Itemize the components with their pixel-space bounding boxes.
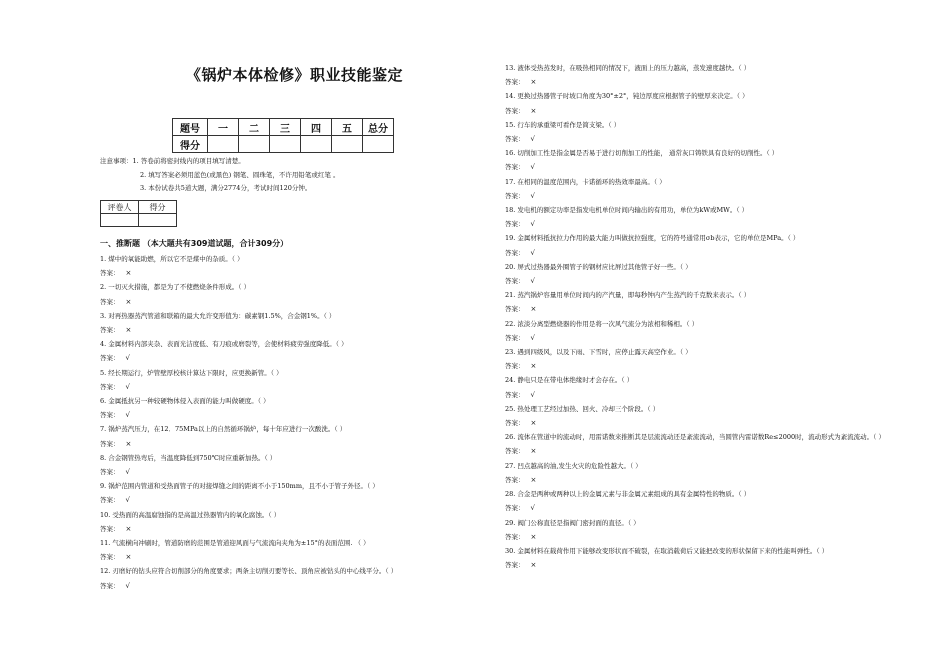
question-text: 5. 经长期运行，炉管壁厚校核计算达下限时，应更换新管。（ ） <box>100 368 283 377</box>
answer-label: 答案： <box>505 532 525 541</box>
answer-line <box>505 160 905 174</box>
score-cell <box>363 136 394 153</box>
exam-title: 《锅炉本体检修》职业技能鉴定 <box>186 66 404 84</box>
cross-mark-icon: × <box>125 553 132 562</box>
answer-line <box>505 444 905 458</box>
question-text: 15. 行车的承重梁可看作是简支梁。（ ） <box>505 120 621 129</box>
question-text: 10. 受热面的高温腐蚀指的是高温过热器管内的氧化腐蚀。（ ） <box>100 510 281 519</box>
question-text: 3. 对再热器蒸汽管道和联箱的最大允许变形值为：碳素钢1.5%，合金钢1%。（ ） <box>100 311 336 320</box>
answer-label: 答案： <box>505 106 525 115</box>
cross-mark-icon: × <box>530 78 537 87</box>
question-text: 11. 气流横向冲刷时，管道防磨的范围是管道迎风面与气流流向夹角为±15°的表面范围. （ ） <box>100 539 370 548</box>
check-mark-icon: √ <box>530 390 535 399</box>
check-mark-icon: √ <box>125 468 130 477</box>
answer-label: 答案： <box>505 561 525 570</box>
reviewer-blank-cell <box>139 214 177 227</box>
question-text: 8. 合金钢管热弯后，当温度降低到750℃时应重新加热。（ ） <box>100 453 277 462</box>
check-mark-icon: √ <box>530 277 535 286</box>
question-text: 6. 金属抵抗另一种较硬物体侵入表面的能力叫做硬度。（ ） <box>100 397 270 406</box>
question-text: 24. 静电只是在带电体绝缘时才会存在。（ ） <box>505 376 634 385</box>
answer-line <box>505 331 905 345</box>
cross-mark-icon: × <box>125 297 132 306</box>
score-header-cell: 二 <box>239 119 270 136</box>
answer-label: 答案： <box>100 496 120 505</box>
score-header-cell: 总分 <box>363 119 394 136</box>
question-text: 19. 金属材料抵抗拉力作用的最大能力叫做抗拉强度，它的符号通常用σb表示，它的单位是MPa。（ ） <box>505 234 800 243</box>
answer-label: 答案： <box>505 220 525 229</box>
answer-line <box>100 437 480 451</box>
answer-label: 答案： <box>100 382 120 391</box>
answer-label: 答案： <box>505 135 525 144</box>
score-table <box>172 118 394 153</box>
cross-mark-icon: × <box>530 475 537 484</box>
answer-line <box>100 522 480 536</box>
cross-mark-icon: × <box>530 419 537 428</box>
reviewer-table-header-row <box>101 201 177 214</box>
question-text: 7. 锅炉蒸汽压力，在12．75MPa以上的自然循环锅炉，每十年应进行一次酸洗。（ ） <box>100 425 347 434</box>
answer-line <box>505 416 905 430</box>
answer-line <box>505 75 905 89</box>
answer-label: 答案： <box>100 269 120 278</box>
answer-line <box>505 530 905 544</box>
question-text: 29. 阀门公称直径是指阀门密封面的直径。（ ） <box>505 518 640 527</box>
question-text: 12. 刃磨好的钻头应符合切削部分的角度要求；两条主切削刃要等长、顶角应被钻头的中心线平分。（ ） <box>100 567 398 576</box>
question-text: 22. 浓淡分离型燃烧器的作用是将一次风气流分为浓相和稀相。（ ） <box>505 319 699 328</box>
cross-mark-icon: × <box>125 326 132 335</box>
question-text: 21. 蒸汽锅炉容量用单位时间内的产汽量，即每秒钟内产生蒸汽的千克数来表示。（ ） <box>505 291 751 300</box>
check-mark-icon: √ <box>530 191 535 200</box>
answer-line <box>100 266 480 280</box>
answer-label: 答案： <box>505 163 525 172</box>
score-cell <box>239 136 270 153</box>
answer-line <box>505 217 905 231</box>
answer-label: 答案： <box>100 354 120 363</box>
cross-mark-icon: × <box>125 269 132 278</box>
answer-label: 答案： <box>505 78 525 87</box>
cross-mark-icon: × <box>530 561 537 570</box>
answer-label: 答案： <box>505 390 525 399</box>
check-mark-icon: √ <box>530 248 535 257</box>
question-list-left <box>100 252 480 593</box>
score-cell <box>270 136 301 153</box>
answer-label: 答案： <box>505 475 525 484</box>
answer-line <box>505 274 905 288</box>
note-line: 3. 本份试卷共5道大题，满分2774分，考试时间120分钟。 <box>140 184 312 192</box>
answer-label: 答案： <box>100 297 120 306</box>
answer-label: 答案： <box>505 248 525 257</box>
answer-label: 答案： <box>100 439 120 448</box>
answer-label: 答案： <box>505 447 525 456</box>
question-text: 27. 凹点越高的油,发生火灾的危险性越大。（ ） <box>505 461 642 470</box>
question-text: 23. 遇到四级风，以及下雨、下雪时，应停止露天高空作业。（ ） <box>505 348 692 357</box>
question-text: 1. 煤中的氧能助燃，所以它不是煤中的杂质。（ ） <box>100 255 244 263</box>
reviewer-table <box>100 200 177 227</box>
answer-label: 答案： <box>100 553 120 562</box>
cross-mark-icon: × <box>530 305 537 314</box>
note-line: 注意事项：1. 答卷前将密封线内的项目填写清楚。 <box>100 157 245 165</box>
answer-line <box>100 323 480 337</box>
question-text: 14. 更换过热器管子时坡口角度为30°±2°，钝边厚度应根据管子的壁厚来决定。（ ） <box>505 92 749 101</box>
answer-label: 答案： <box>100 411 120 420</box>
answer-label: 答案： <box>100 326 120 335</box>
score-header-cell: 一 <box>208 119 239 136</box>
answer-label: 答案： <box>505 277 525 286</box>
answer-line <box>505 132 905 146</box>
answer-label: 答案： <box>100 468 120 477</box>
question-text: 4. 金属材料内部夹杂、表面光洁度低、有刀痕或磨裂等，会使材料疲劳强度降低。（ ） <box>100 340 348 349</box>
question-text: 18. 发电机的额定功率是指发电机单位时间内输出的有用功，单位为kW或MW。（ ） <box>505 206 749 215</box>
answer-line <box>505 388 905 402</box>
answer-label: 答案： <box>505 362 525 371</box>
score-header-cell: 三 <box>270 119 301 136</box>
question-text: 13. 液体受热蒸发时，在吸热相同的情况下，液面上的压力越高，蒸发速度越快。（ ） <box>505 64 751 72</box>
answer-line <box>100 550 480 564</box>
score-row-label: 得分 <box>173 136 208 153</box>
score-cell <box>208 136 239 153</box>
check-mark-icon: √ <box>125 411 130 420</box>
answer-label: 答案： <box>505 419 525 428</box>
score-cell <box>301 136 332 153</box>
score-table-score-row <box>173 136 394 153</box>
reviewer-cell: 评卷人 <box>101 201 139 214</box>
answer-label: 答案： <box>505 305 525 314</box>
question-text: 16. 切削加工性是指金属是否易于进行切削加工的性能， 通常灰口铸铁具有良好的切削性。（ ） <box>505 149 779 158</box>
check-mark-icon: √ <box>125 354 130 363</box>
check-mark-icon: √ <box>530 504 535 513</box>
check-mark-icon: √ <box>125 382 130 391</box>
question-text: 28. 合金是两种或两种以上的金属元素与非金属元素组成的具有金属特性的物质。（ ） <box>505 490 751 499</box>
answer-line <box>100 493 480 507</box>
question-text: 25. 热处理工艺经过加热、回火、冷却三个阶段。（ ） <box>505 404 660 413</box>
question-text: 2. 一切灭火措施，都是为了不使燃烧条件形成。（ ） <box>100 283 251 292</box>
answer-line <box>100 408 480 422</box>
check-mark-icon: √ <box>530 163 535 172</box>
answer-line <box>505 302 905 316</box>
question-list-right <box>505 61 905 572</box>
exam-notes <box>100 155 339 196</box>
score-header-cell: 题号 <box>173 119 208 136</box>
check-mark-icon: √ <box>530 333 535 342</box>
section-title: 一、推断题 （本大题共有309道试题，合计309分） <box>100 239 289 248</box>
check-mark-icon: √ <box>530 135 535 144</box>
score-table-header-row <box>173 119 394 136</box>
cross-mark-icon: × <box>530 532 537 541</box>
answer-line <box>505 189 905 203</box>
score-cell <box>332 136 363 153</box>
reviewer-score-cell: 得分 <box>139 201 177 214</box>
answer-line <box>100 351 480 365</box>
cross-mark-icon: × <box>530 106 537 115</box>
score-header-cell: 四 <box>301 119 332 136</box>
cross-mark-icon: × <box>125 524 132 533</box>
answer-line <box>505 501 905 515</box>
answer-line <box>505 359 905 373</box>
answer-line <box>505 104 905 118</box>
answer-label: 答案： <box>100 581 120 590</box>
question-text: 30. 金属材料在载荷作用下能够改变形状而不破裂，在取消载荷后又能把改变的形状保留下来的性能叫弹性。（ ） <box>505 546 829 555</box>
answer-label: 答案： <box>505 333 525 342</box>
question-text: 26. 流体在管道中的流动时，用雷诺数来推断其是层流流动还是紊流流动，当圆管内雷诺数Re≤2000时，流动形式为紊流流动。（ ） <box>505 433 885 442</box>
cross-mark-icon: × <box>530 447 537 456</box>
answer-label: 答案： <box>100 524 120 533</box>
check-mark-icon: √ <box>125 496 130 505</box>
reviewer-blank-cell <box>101 214 139 227</box>
answer-line <box>505 558 905 572</box>
answer-line <box>100 380 480 394</box>
check-mark-icon: √ <box>125 581 130 590</box>
answer-line <box>100 579 480 593</box>
answer-line <box>100 465 480 479</box>
answer-line <box>100 295 480 309</box>
score-header-cell: 五 <box>332 119 363 136</box>
cross-mark-icon: × <box>125 439 132 448</box>
answer-label: 答案： <box>505 504 525 513</box>
check-mark-icon: √ <box>530 220 535 229</box>
question-text: 9. 锅炉范围内管道和受热面管子的对接焊缝之间的距离不小于150mm，且不小于管子外径。（ ） <box>100 482 379 491</box>
cross-mark-icon: × <box>530 362 537 371</box>
reviewer-table-blank-row <box>101 214 177 227</box>
question-text: 17. 在相同的温度范围内，卡诺循环的热效率最高。（ ） <box>505 177 666 186</box>
note-line: 2. 填写答案必须用蓝色(或黑色) 钢笔、圆珠笔，不许用铅笔或红笔 。 <box>140 170 340 179</box>
answer-label: 答案： <box>505 191 525 200</box>
answer-line <box>505 246 905 260</box>
question-text: 20. 屏式过热器最外圈管子的钢材应比屏过其他管子好一些。（ ） <box>505 262 692 271</box>
answer-line <box>505 473 905 487</box>
